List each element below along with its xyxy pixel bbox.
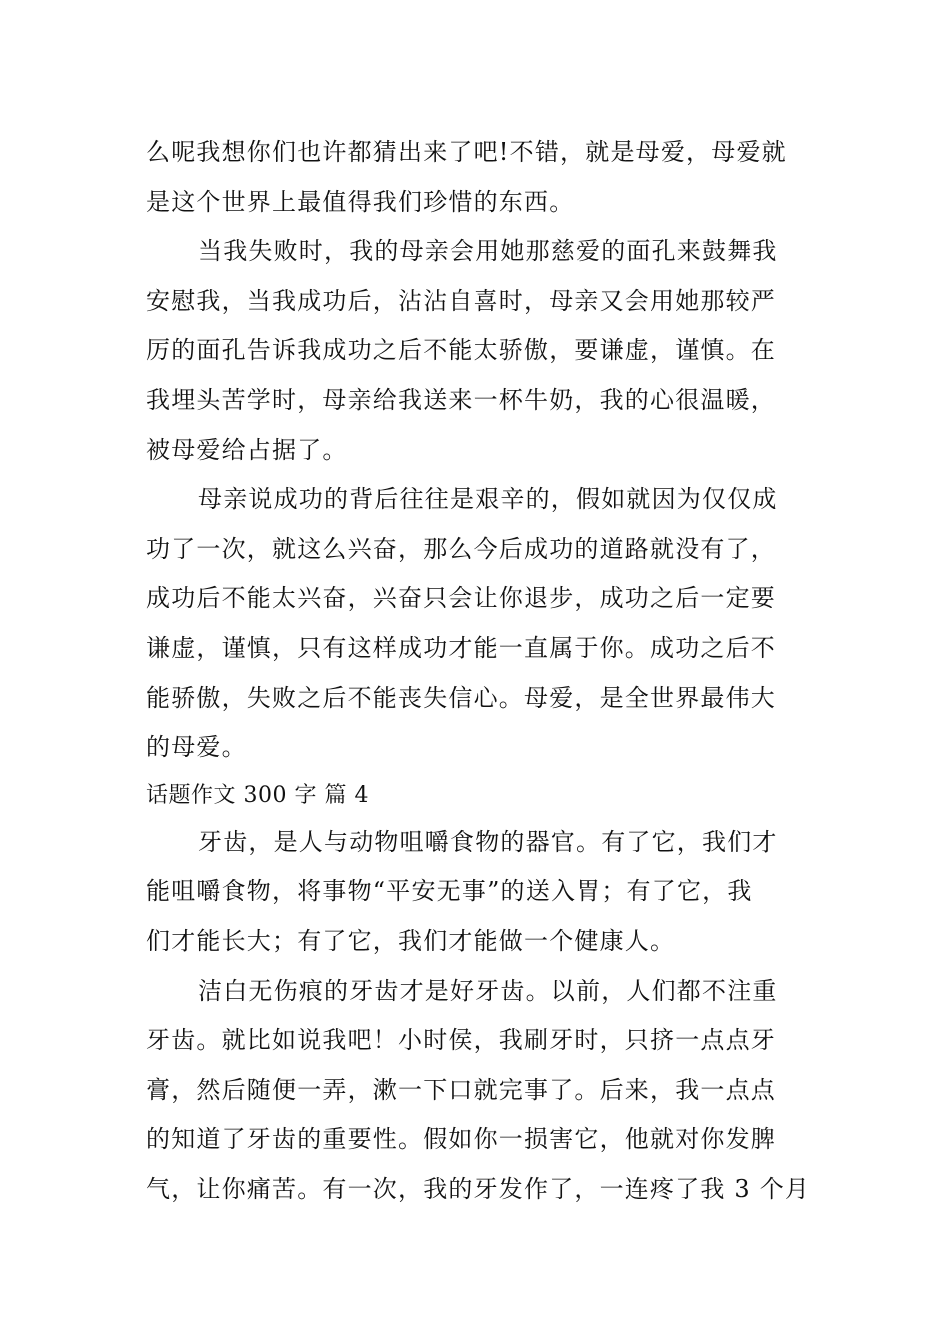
paragraph-line: 洁白无伤痕的牙齿才是好牙齿。以前，人们都不注重	[198, 976, 778, 1005]
paragraph-line: 成功后不能太兴奋，兴奋只会让你退步，成功之后一定要	[146, 584, 776, 613]
paragraph-line: 膏，然后随便一弄，漱一下口就完事了。后来，我一点点	[146, 1075, 776, 1104]
paragraph-line: 谦虚，谨慎，只有这样成功才能一直属于你。成功之后不	[146, 633, 776, 662]
paragraph-line: 安慰我，当我成功后，沾沾自喜时，母亲又会用她那较严	[146, 286, 776, 315]
paragraph-line: 被母爱给占据了。	[146, 435, 348, 464]
paragraph-line: 母亲说成功的背后往往是艰辛的，假如就因为仅仅成	[198, 485, 778, 514]
document-body	[146, 128, 810, 1214]
paragraph-line: 们才能长大；有了它，我们才能做一个健康人。	[146, 926, 676, 955]
paragraph-line: 厉的面孔告诉我成功之后不能太骄傲，要谦虚，谨慎。在	[146, 336, 776, 365]
paragraph-line: 能咀嚼食物，将事物“平安无事”的送入胃；有了它，我	[146, 877, 753, 906]
paragraph-line: 我埋头苦学时，母亲给我送来一杯牛奶，我的心很温暖，	[146, 385, 776, 414]
paragraph-line: 的知道了牙齿的重要性。假如你一损害它，他就对你发脾	[146, 1125, 776, 1154]
paragraph-line: 能骄傲，失败之后不能丧失信心。母爱，是全世界最伟大	[146, 683, 776, 712]
paragraph-line: 气，让你痛苦。有一次，我的牙发作了，一连疼了我 3 个月	[146, 1174, 811, 1203]
paragraph-line: 当我失败时，我的母亲会用她那慈爱的面孔来鼓舞我	[198, 237, 778, 266]
section-heading: 话题作文 300 字 篇 4	[146, 782, 369, 808]
paragraph-line: 牙齿，是人与动物咀嚼食物的器官。有了它，我们才	[198, 827, 778, 856]
paragraph-line: 牙齿。就比如说我吧！小时侯，我刷牙时，只挤一点点牙	[146, 1026, 776, 1055]
paragraph-line: 的母爱。	[146, 733, 247, 762]
paragraph-line: 功了一次，就这么兴奋，那么今后成功的道路就没有了，	[146, 534, 776, 563]
paragraph-line: 是这个世界上最值得我们珍惜的东西。	[146, 187, 575, 216]
paragraph-line: 么呢我想你们也许都猜出来了吧!不错，就是母爱，母爱就	[146, 138, 787, 166]
